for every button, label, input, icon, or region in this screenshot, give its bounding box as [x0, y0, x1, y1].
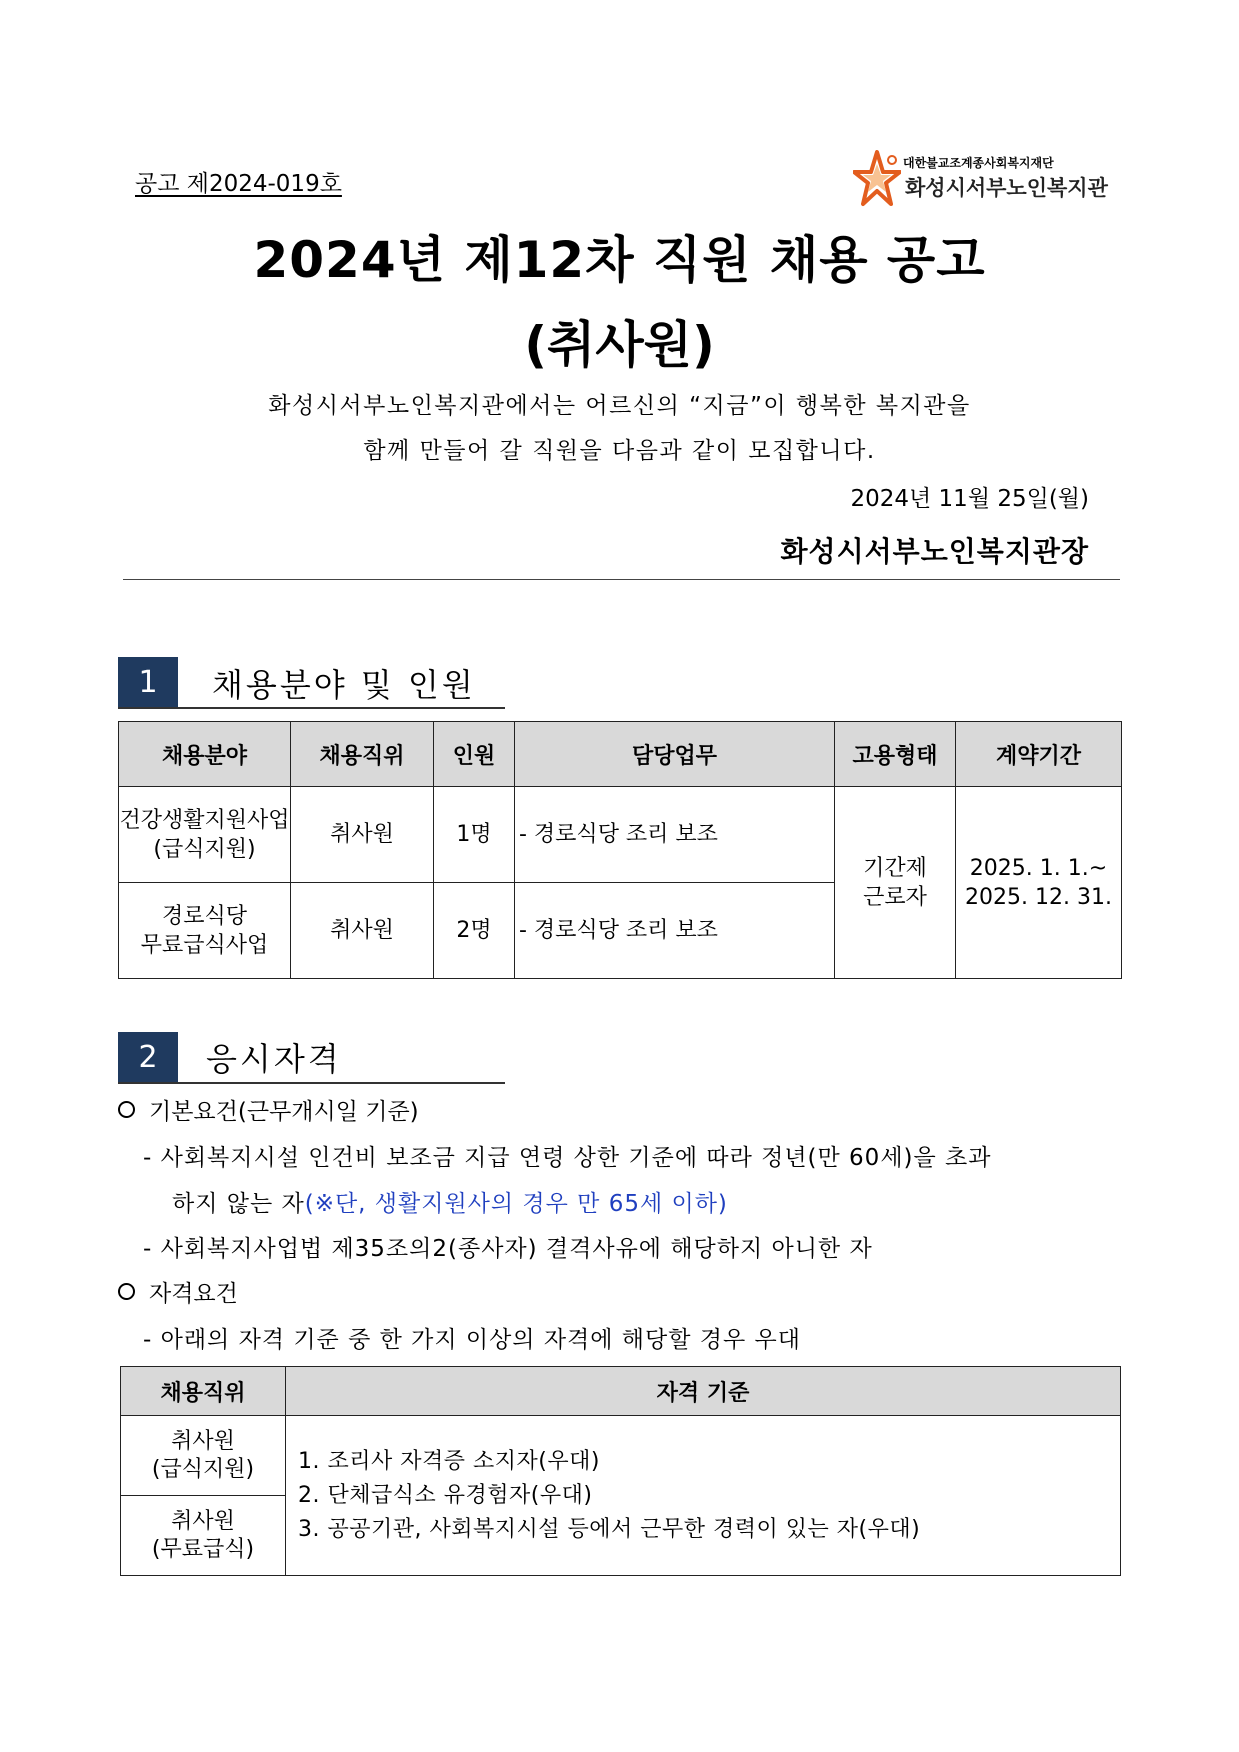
field-cell	[119, 883, 291, 979]
criteria-item: 2. 단체급식소 유경험자(우대)	[298, 1482, 593, 1508]
criteria-item: 1. 조리사 자격증 소지자(우대)	[298, 1448, 600, 1474]
column-header: 채용직위	[121, 1367, 286, 1416]
column-header: 고용형태	[835, 722, 956, 787]
position-cell: 취사원	[291, 883, 434, 979]
employment-line2: 근로자	[863, 884, 927, 910]
employment-type-cell	[835, 787, 956, 979]
table-header-row	[121, 1367, 1121, 1416]
circle-bullet-icon	[118, 1283, 135, 1300]
section1-number-badge: 1	[118, 657, 178, 707]
duty-cell: - 경로식당 조리 보조	[515, 883, 835, 979]
employment-line1: 기간제	[863, 855, 927, 881]
table-header-row	[119, 722, 1122, 787]
notice-number: 공고 제2024-019호	[135, 171, 342, 197]
column-header: 자격 기준	[286, 1367, 1121, 1416]
column-header: 담당업무	[515, 722, 835, 787]
qualification-heading	[118, 1275, 238, 1308]
page-title: 2024년 제12차 직원 채용 공고	[253, 231, 986, 289]
position-line1: 취사원	[171, 1428, 235, 1454]
circle-bullet-icon	[118, 1101, 135, 1118]
criteria-item: 3. 공공기관, 사회복지시설 등에서 근무한 경력이 있는 자(우대)	[298, 1516, 921, 1542]
column-header: 계약기간	[956, 722, 1122, 787]
qual-heading-text: 자격요건	[149, 1281, 238, 1307]
intro-text-line1: 화성시서부노인복지관에서는 어르신의 “지금”이 행복한 복지관을	[268, 393, 971, 419]
column-header: 인원	[434, 722, 515, 787]
position-line2: (급식지원)	[151, 1456, 255, 1482]
position-cell	[121, 1496, 286, 1576]
column-header: 채용직위	[291, 722, 434, 787]
position-line1: 취사원	[171, 1508, 235, 1534]
contract-period-cell	[956, 787, 1122, 979]
section1-title: 채용분야 및 인원	[212, 666, 476, 704]
logo-foundation-name: 대한불교조계종사회복지재단	[903, 156, 1054, 170]
criteria-cell	[286, 1416, 1121, 1576]
section2-underline	[118, 1082, 505, 1084]
notice-date: 2024년 11월 25일(월)	[850, 486, 1089, 512]
header-divider	[123, 579, 1120, 580]
section2-number-badge: 2	[118, 1032, 178, 1082]
qualification-table	[120, 1366, 1121, 1576]
position-cell: 취사원	[291, 787, 434, 883]
period-line2: 2025. 12. 31.	[965, 884, 1112, 910]
age-exception-note: (※단, 생활지원사의 경우 만 65세 이하)	[304, 1191, 728, 1217]
field-line2: (급식지원)	[153, 836, 256, 862]
intro-text-line2: 함께 만들어 갈 직원을 다음과 같이 모집합니다.	[363, 438, 876, 464]
basic-item1-text: 하지 않는 자	[172, 1191, 305, 1217]
count-cell: 2명	[434, 883, 515, 979]
position-cell	[121, 1416, 286, 1496]
table-row	[119, 787, 1122, 883]
field-line1: 건강생활지원사업	[119, 807, 290, 833]
table-row	[121, 1416, 1121, 1496]
organization-logo	[853, 150, 1123, 210]
section1-underline	[118, 707, 505, 709]
period-line1: 2025. 1. 1.~	[969, 855, 1108, 881]
position-line2: (무료급식)	[151, 1536, 255, 1562]
basic-item2: - 사회복지사업법 제35조의2(종사자) 결격사유에 해당하지 아니한 자	[143, 1236, 873, 1262]
field-cell	[119, 787, 291, 883]
count-cell: 1명	[434, 787, 515, 883]
basic-item1-line2	[172, 1185, 728, 1218]
director-signature: 화성시서부노인복지관장	[780, 535, 1089, 568]
qualification-item1: - 아래의 자격 기준 중 한 가지 이상의 자격에 해당할 경우 우대	[143, 1327, 801, 1353]
seal-icon	[887, 155, 897, 165]
column-header: 채용분야	[119, 722, 291, 787]
field-line2: 무료급식사업	[140, 932, 269, 958]
page-subtitle: (취사원)	[524, 316, 715, 374]
recruitment-table	[118, 721, 1122, 979]
basic-heading-text: 기본요건(근무개시일 기준)	[149, 1099, 419, 1125]
basic-requirements-heading	[118, 1093, 419, 1126]
logo-center-name: 화성시서부노인복지관	[905, 176, 1108, 200]
field-line1: 경로식당	[161, 903, 247, 929]
duty-cell: - 경로식당 조리 보조	[515, 787, 835, 883]
basic-item1-line1: - 사회복지시설 인건비 보조금 지급 연령 상한 기준에 따라 정년(만 60세)을 초과	[143, 1145, 992, 1171]
section2-title: 응시자격	[206, 1040, 342, 1078]
